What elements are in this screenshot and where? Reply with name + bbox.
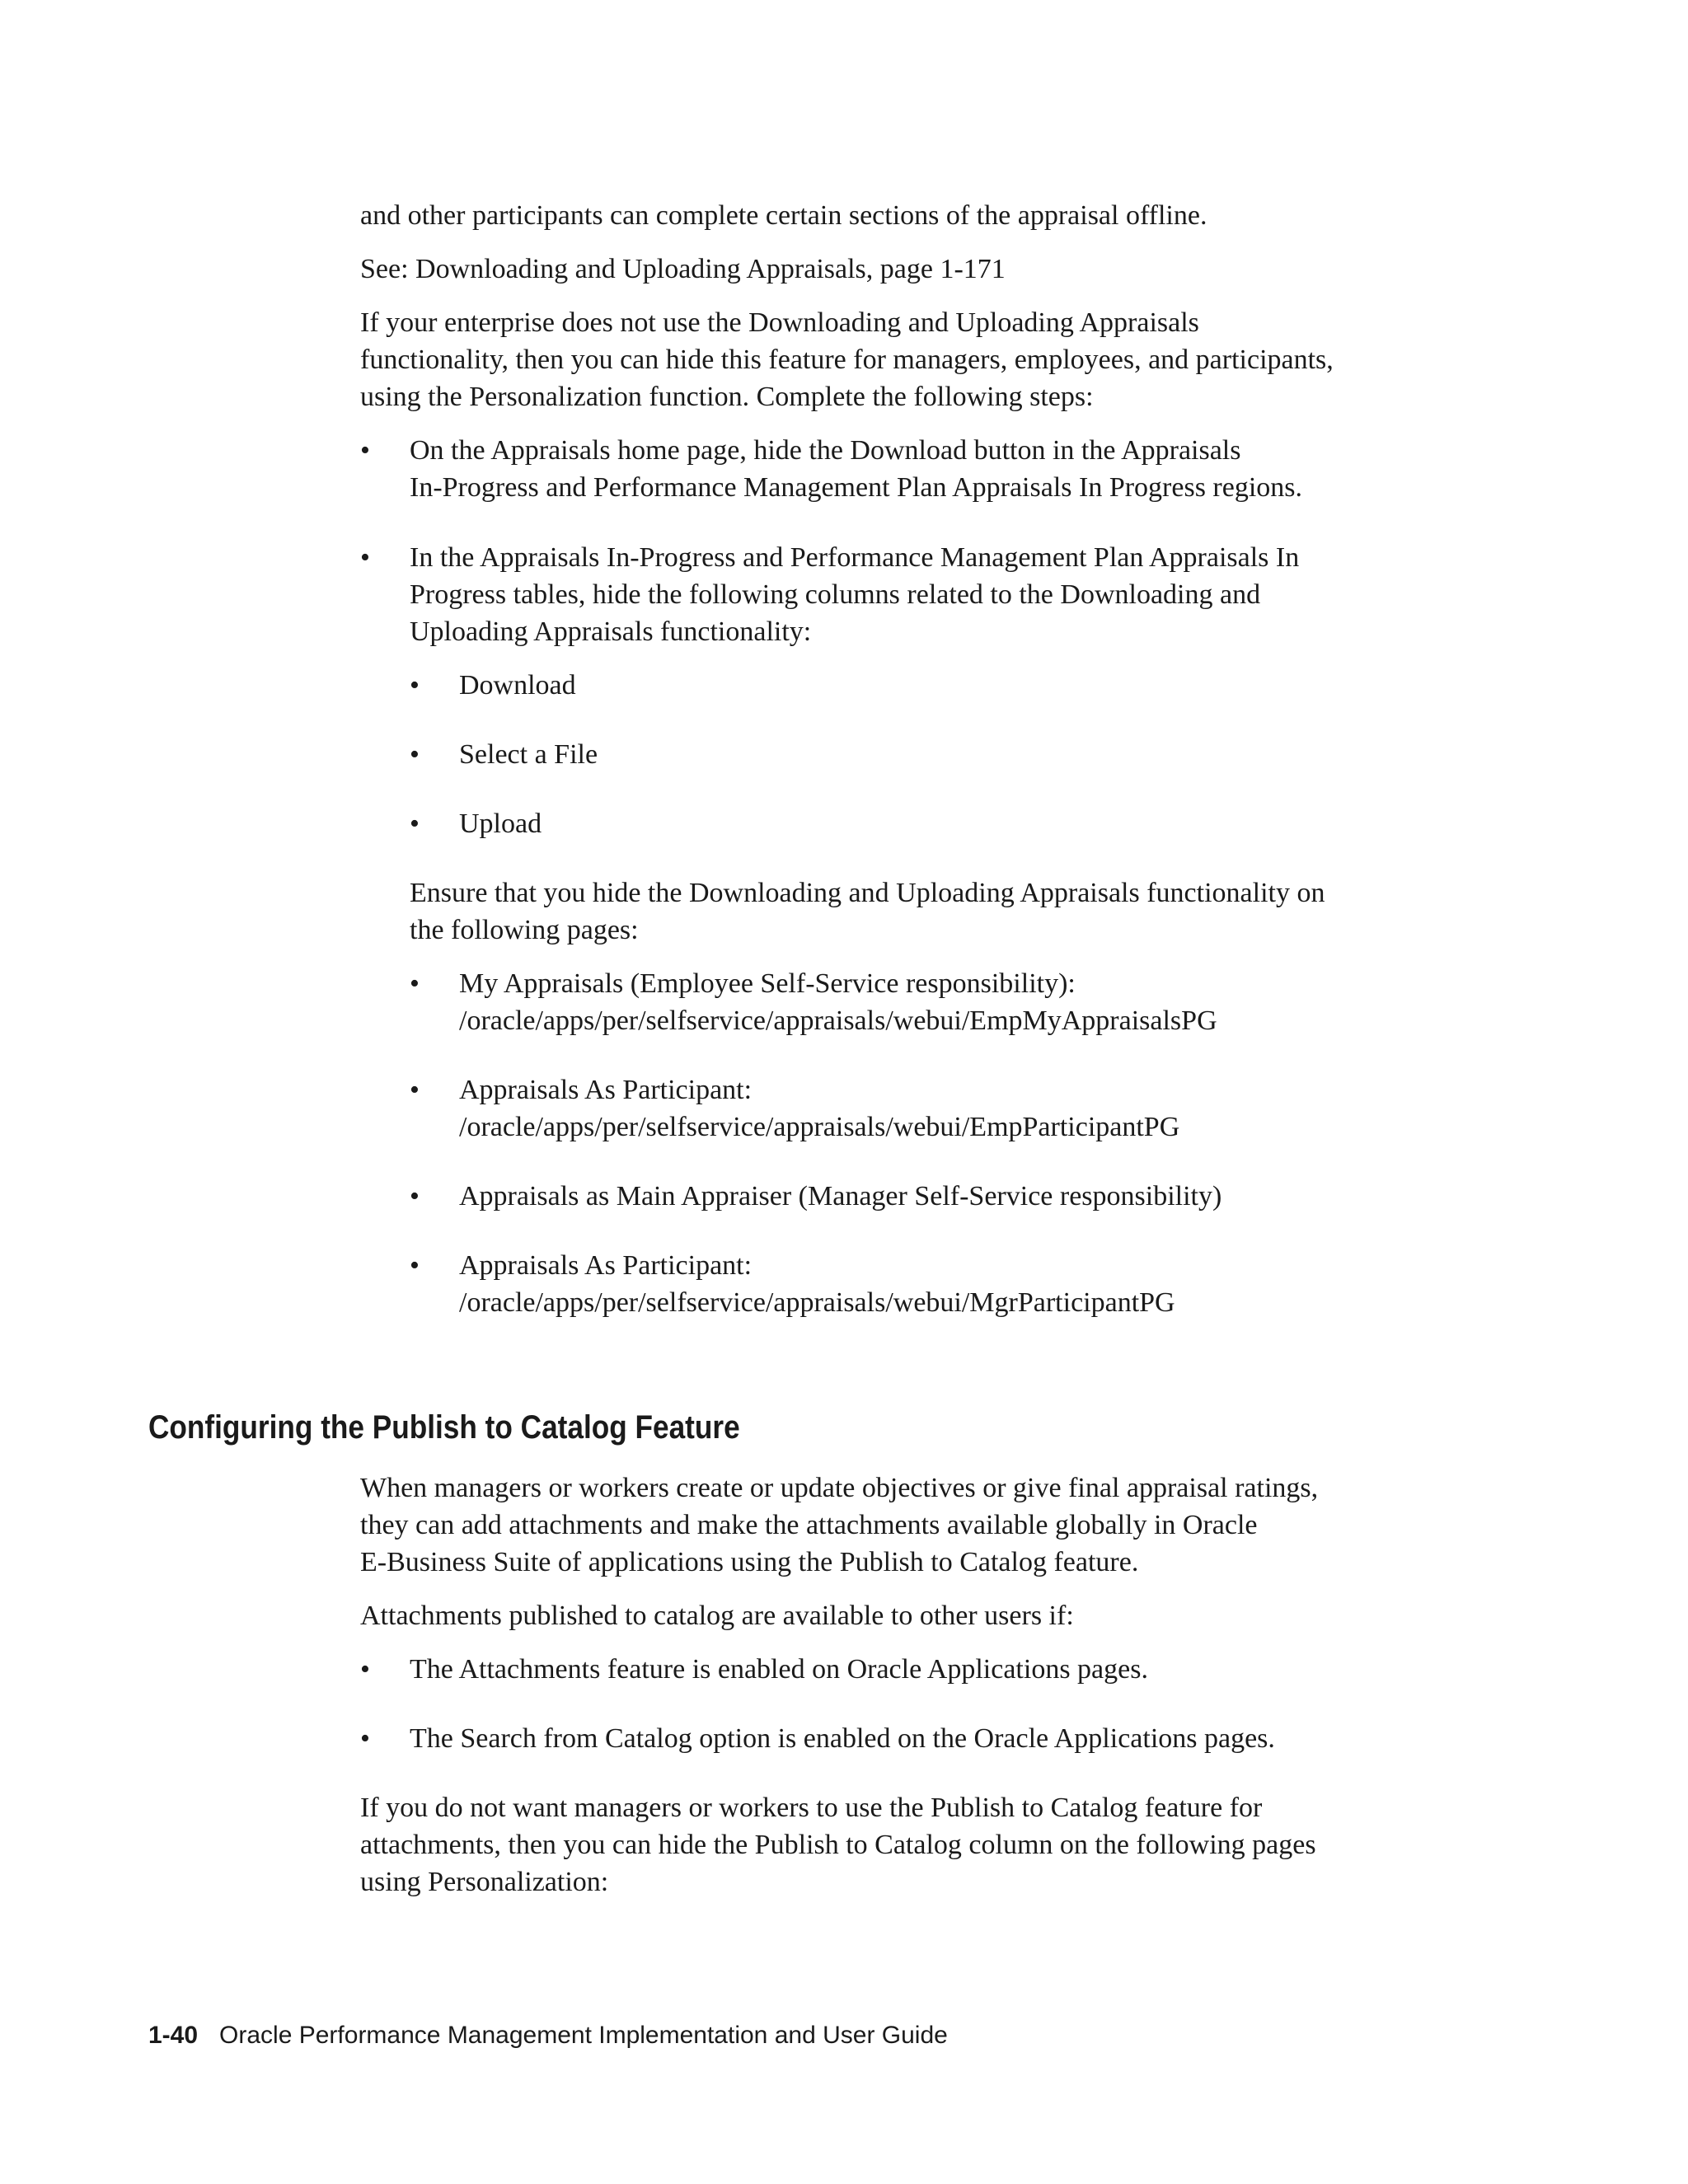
paragraph-intro (360, 304, 1432, 415)
page-footer (148, 2019, 948, 2052)
text-line: On the Appraisals home page, hide the Download button in the Appraisals (410, 435, 1241, 466)
bullet-icon: • (360, 1654, 370, 1685)
bullet-icon: • (410, 670, 420, 701)
see-reference-link[interactable]: See: Downloading and Uploading Appraisals, page 1-171 (360, 254, 1006, 284)
bullet-icon: • (410, 1181, 420, 1212)
bullet-icon: • (410, 808, 420, 839)
paragraph-section-intro (360, 1469, 1432, 1581)
text-line: E-Business Suite of applications using the Publish to Catalog feature. (360, 1547, 1139, 1577)
text-line: If you do not want managers or workers to use the Publish to Catalog feature for (360, 1793, 1263, 1823)
text-line: If your enterprise does not use the Downloading and Uploading Appraisals (360, 307, 1199, 338)
bullet-icon: • (360, 1723, 370, 1754)
text-line: In-Progress and Performance Management Plan Appraisals In Progress regions. (410, 472, 1303, 503)
paragraph-conditions-intro (360, 1597, 1432, 1634)
bullet-icon: • (410, 739, 420, 770)
text-line: Select a File (459, 739, 598, 770)
list-item-text (459, 1071, 1448, 1146)
list-item-text (459, 965, 1448, 1039)
list-item-text (410, 1651, 1399, 1688)
list-item-text (459, 736, 1448, 773)
paragraph-closing (360, 1789, 1432, 1900)
text-line: they can add attachments and make the attachments available globally in Oracle (360, 1510, 1258, 1540)
bullet-icon: • (360, 542, 370, 573)
list-item-text (410, 1720, 1399, 1757)
text-line: and other participants can complete certain sections of the appraisal offline. (360, 200, 1207, 231)
text-line: /oracle/apps/per/selfservice/appraisals/webui/MgrParticipantPG (459, 1287, 1175, 1318)
list-item-text (410, 432, 1399, 506)
paragraph-ensure (410, 874, 1481, 949)
bullet-icon: • (360, 435, 370, 466)
list-item-text (410, 539, 1399, 650)
bullet-icon: • (410, 1075, 420, 1105)
text-line: The Attachments feature is enabled on Oracle Applications pages. (410, 1654, 1148, 1685)
paragraph-offline (360, 197, 1432, 234)
section-heading: Configuring the Publish to Catalog Feature (148, 1409, 740, 1446)
text-line: Appraisals As Participant: (459, 1250, 753, 1281)
text-line: In the Appraisals In-Progress and Performance Management Plan Appraisals In (410, 542, 1300, 573)
list-item-text (459, 1247, 1448, 1321)
text-line: Attachments published to catalog are available to other users if: (360, 1601, 1074, 1631)
bullet-icon: • (410, 1250, 420, 1281)
text-line: attachments, then you can hide the Publish to Catalog column on the following pages (360, 1830, 1316, 1860)
text-line: the following pages: (410, 915, 639, 945)
document-title: Oracle Performance Management Implementation and User Guide (219, 2022, 948, 2049)
list-item-text (459, 1178, 1448, 1215)
see-reference[interactable] (360, 251, 1432, 288)
text-line: Appraisals as Main Appraiser (Manager Self-Service responsibility) (459, 1181, 1222, 1212)
text-line: Progress tables, hide the following columns related to the Downloading and (410, 579, 1261, 610)
text-line: Uploading Appraisals functionality: (410, 616, 812, 647)
text-line: Upload (459, 808, 542, 839)
page-number: 1-40 (148, 2022, 199, 2049)
bullet-icon: • (410, 968, 420, 999)
text-line: functionality, then you can hide this feature for managers, employees, and participants, (360, 344, 1334, 375)
list-item-text (459, 667, 1448, 704)
text-line: /oracle/apps/per/selfservice/appraisals/webui/EmpMyAppraisalsPG (459, 1005, 1217, 1036)
text-line: When managers or workers create or update objectives or give final appraisal ratings, (360, 1473, 1319, 1503)
text-line: using Personalization: (360, 1867, 609, 1897)
text-line: using the Personalization function. Complete the following steps: (360, 382, 1094, 412)
text-line: /oracle/apps/per/selfservice/appraisals/webui/EmpParticipantPG (459, 1112, 1180, 1142)
text-line: Download (459, 670, 576, 701)
text-line: Appraisals As Participant: (459, 1075, 753, 1105)
text-line: Ensure that you hide the Downloading and Uploading Appraisals functionality on (410, 878, 1325, 908)
list-item-text (459, 805, 1448, 842)
text-line: The Search from Catalog option is enabled on the Oracle Applications pages. (410, 1723, 1275, 1754)
text-line: My Appraisals (Employee Self-Service responsibility): (459, 968, 1076, 999)
